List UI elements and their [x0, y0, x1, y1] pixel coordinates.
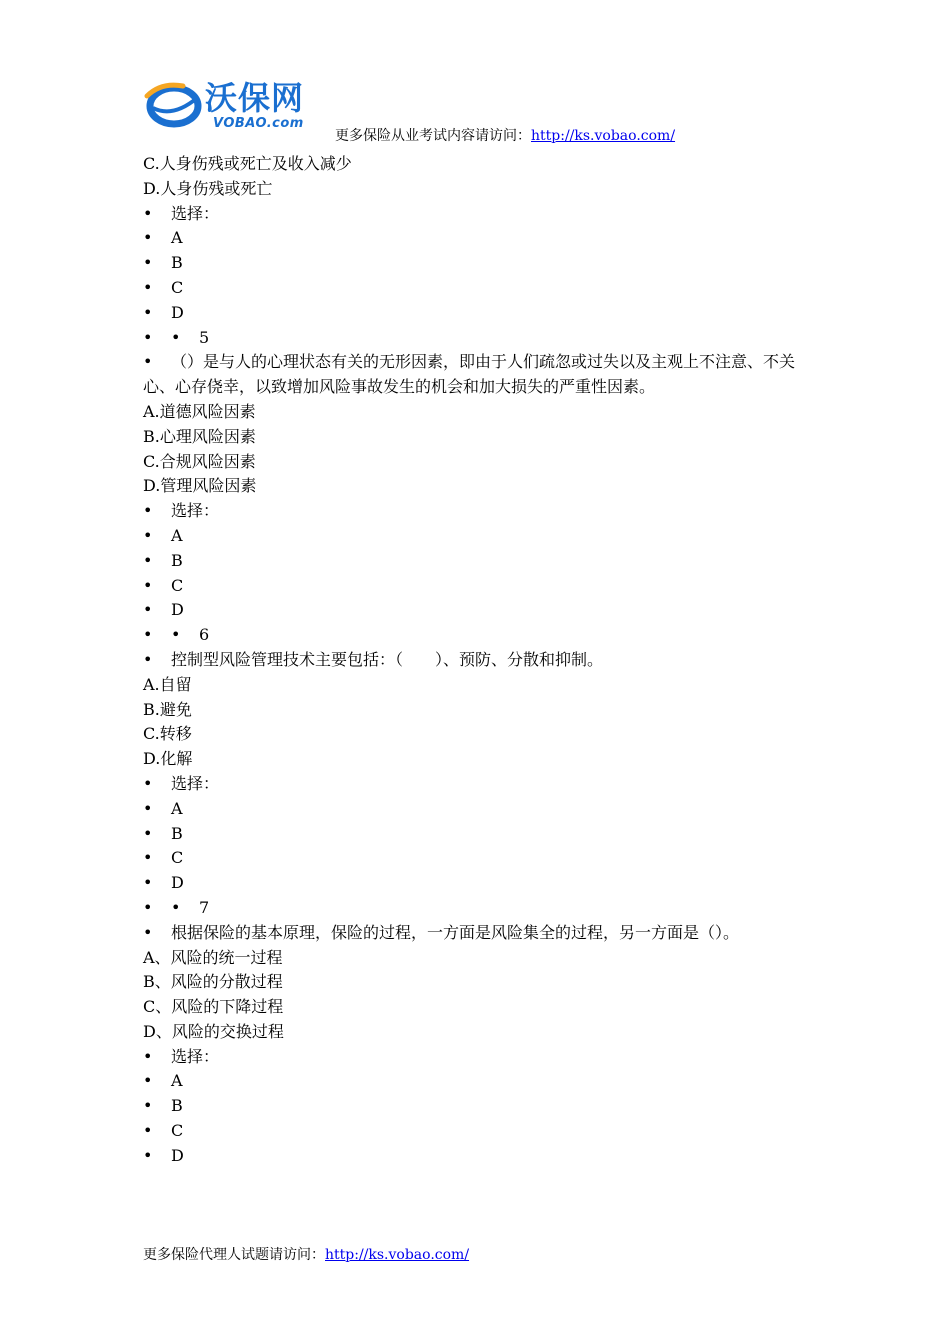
header-note — [335, 126, 675, 146]
choice-item[interactable]: • C — [143, 277, 184, 297]
option-line: C.合规风险因素 — [143, 451, 256, 471]
question-number: • • 5 — [143, 327, 210, 347]
option-line: D.化解 — [143, 749, 193, 769]
logo-chinese-text: 沃保网 — [205, 79, 305, 117]
choice-item[interactable]: • D — [143, 302, 184, 322]
logo-swoosh-icon — [143, 78, 205, 132]
choice-item[interactable]: • A — [143, 525, 183, 545]
footer-note-text: 更多保险代理人试题请访问： — [143, 1247, 325, 1263]
choice-item[interactable]: • A — [143, 1071, 183, 1091]
header-link[interactable]: http://ks.vobao.com/ — [531, 128, 676, 144]
choice-item[interactable]: • C — [143, 575, 184, 595]
option-line: B、风险的分散过程 — [143, 972, 283, 992]
choice-item[interactable]: • B — [143, 253, 183, 273]
option-line: A.自留 — [143, 674, 192, 694]
option-line: D.人身伤残或死亡 — [143, 178, 273, 198]
question-content — [143, 152, 813, 1169]
question-text: • 根据保险的基本原理，保险的过程，一方面是风险集全的过程，另一方面是（）。 — [143, 922, 740, 942]
option-line: C.转移 — [143, 724, 192, 744]
choice-item[interactable]: • A — [143, 798, 183, 818]
question-text: • （）是与人的心理状态有关的无形因素，即由于人们疏忽或过失以及主观上不注意、不关心、心存侥幸，以致增加风险事故发生的机会和加大损失的严重性因素。 — [143, 352, 796, 397]
choice-item[interactable]: • C — [143, 1121, 184, 1141]
header-note-text: 更多保险从业考试内容请访问： — [335, 128, 531, 144]
option-line: D.管理风险因素 — [143, 476, 257, 496]
choice-item[interactable]: • B — [143, 1096, 183, 1116]
choice-item[interactable]: • B — [143, 550, 183, 570]
choose-label: • 选择： — [143, 1046, 220, 1066]
question-number: • • 6 — [143, 625, 210, 645]
choose-label: • 选择： — [143, 501, 220, 521]
option-line: C.人身伤残或死亡及收入减少 — [143, 154, 352, 173]
option-line: A.道德风险因素 — [143, 401, 256, 421]
page-header — [143, 72, 783, 148]
option-line: D、风险的交换过程 — [143, 1021, 284, 1041]
logo-english-text: VOBAO.com — [213, 116, 304, 131]
option-line: B.心理风险因素 — [143, 426, 256, 446]
vobao-logo — [143, 72, 343, 138]
question-number: • • 7 — [143, 897, 210, 917]
option-line: B.避免 — [143, 699, 192, 719]
choice-item[interactable]: • D — [143, 873, 184, 893]
choice-item[interactable]: • D — [143, 1145, 184, 1165]
question-text: • 控制型风险管理技术主要包括：（ ）、预防、分散和抑制。 — [143, 649, 604, 669]
choice-item[interactable]: • C — [143, 848, 184, 868]
choose-label: • 选择： — [143, 203, 220, 223]
choice-item[interactable]: • D — [143, 600, 184, 620]
footer-link[interactable]: http://ks.vobao.com/ — [325, 1247, 470, 1263]
option-line: A、风险的统一过程 — [143, 947, 283, 967]
page-footer — [143, 1245, 469, 1265]
choose-label: • 选择： — [143, 773, 220, 793]
choice-item[interactable]: • B — [143, 823, 183, 843]
option-line: C、风险的下降过程 — [143, 997, 284, 1017]
choice-item[interactable]: • A — [143, 228, 183, 248]
